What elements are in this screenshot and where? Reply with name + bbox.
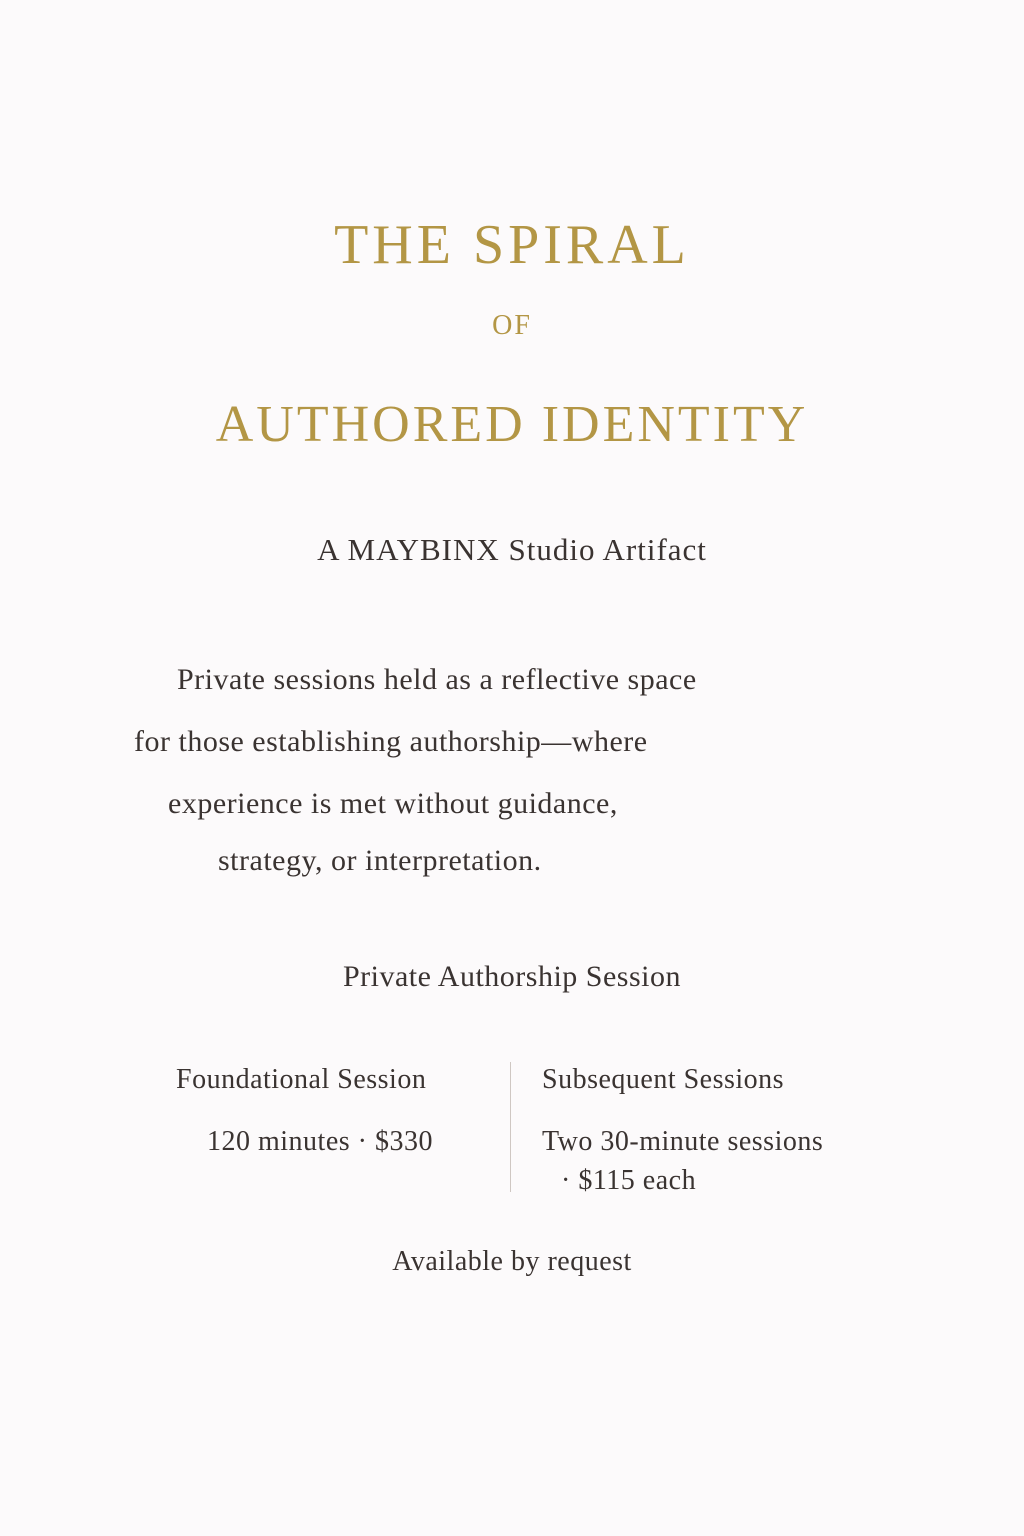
intro-line-2: for those establishing authorship—where xyxy=(134,725,648,758)
subsequent-sessions-title: Subsequent Sessions xyxy=(542,1064,785,1095)
intro-line-1: Private sessions held as a reflective space xyxy=(177,663,697,696)
availability-note: Available by request xyxy=(392,1246,632,1277)
subtitle: A MAYBINX Studio Artifact xyxy=(317,532,707,567)
column-divider xyxy=(510,1062,511,1192)
intro-line-4: strategy, or interpretation. xyxy=(218,844,542,877)
subsequent-sessions-detail-line-2: · $115 each xyxy=(561,1165,697,1196)
title-line-3: AUTHORED IDENTITY xyxy=(215,396,809,453)
foundational-session-detail: 120 minutes · $330 xyxy=(207,1126,433,1157)
session-heading: Private Authorship Session xyxy=(342,960,681,993)
subsequent-sessions-detail-line-1: Two 30-minute sessions xyxy=(542,1126,824,1157)
foundational-session-title: Foundational Session xyxy=(176,1064,427,1095)
title-line-2: OF xyxy=(492,310,532,341)
title-line-1: THE SPIRAL xyxy=(334,214,690,276)
intro-line-3: experience is met without guidance, xyxy=(168,787,618,820)
